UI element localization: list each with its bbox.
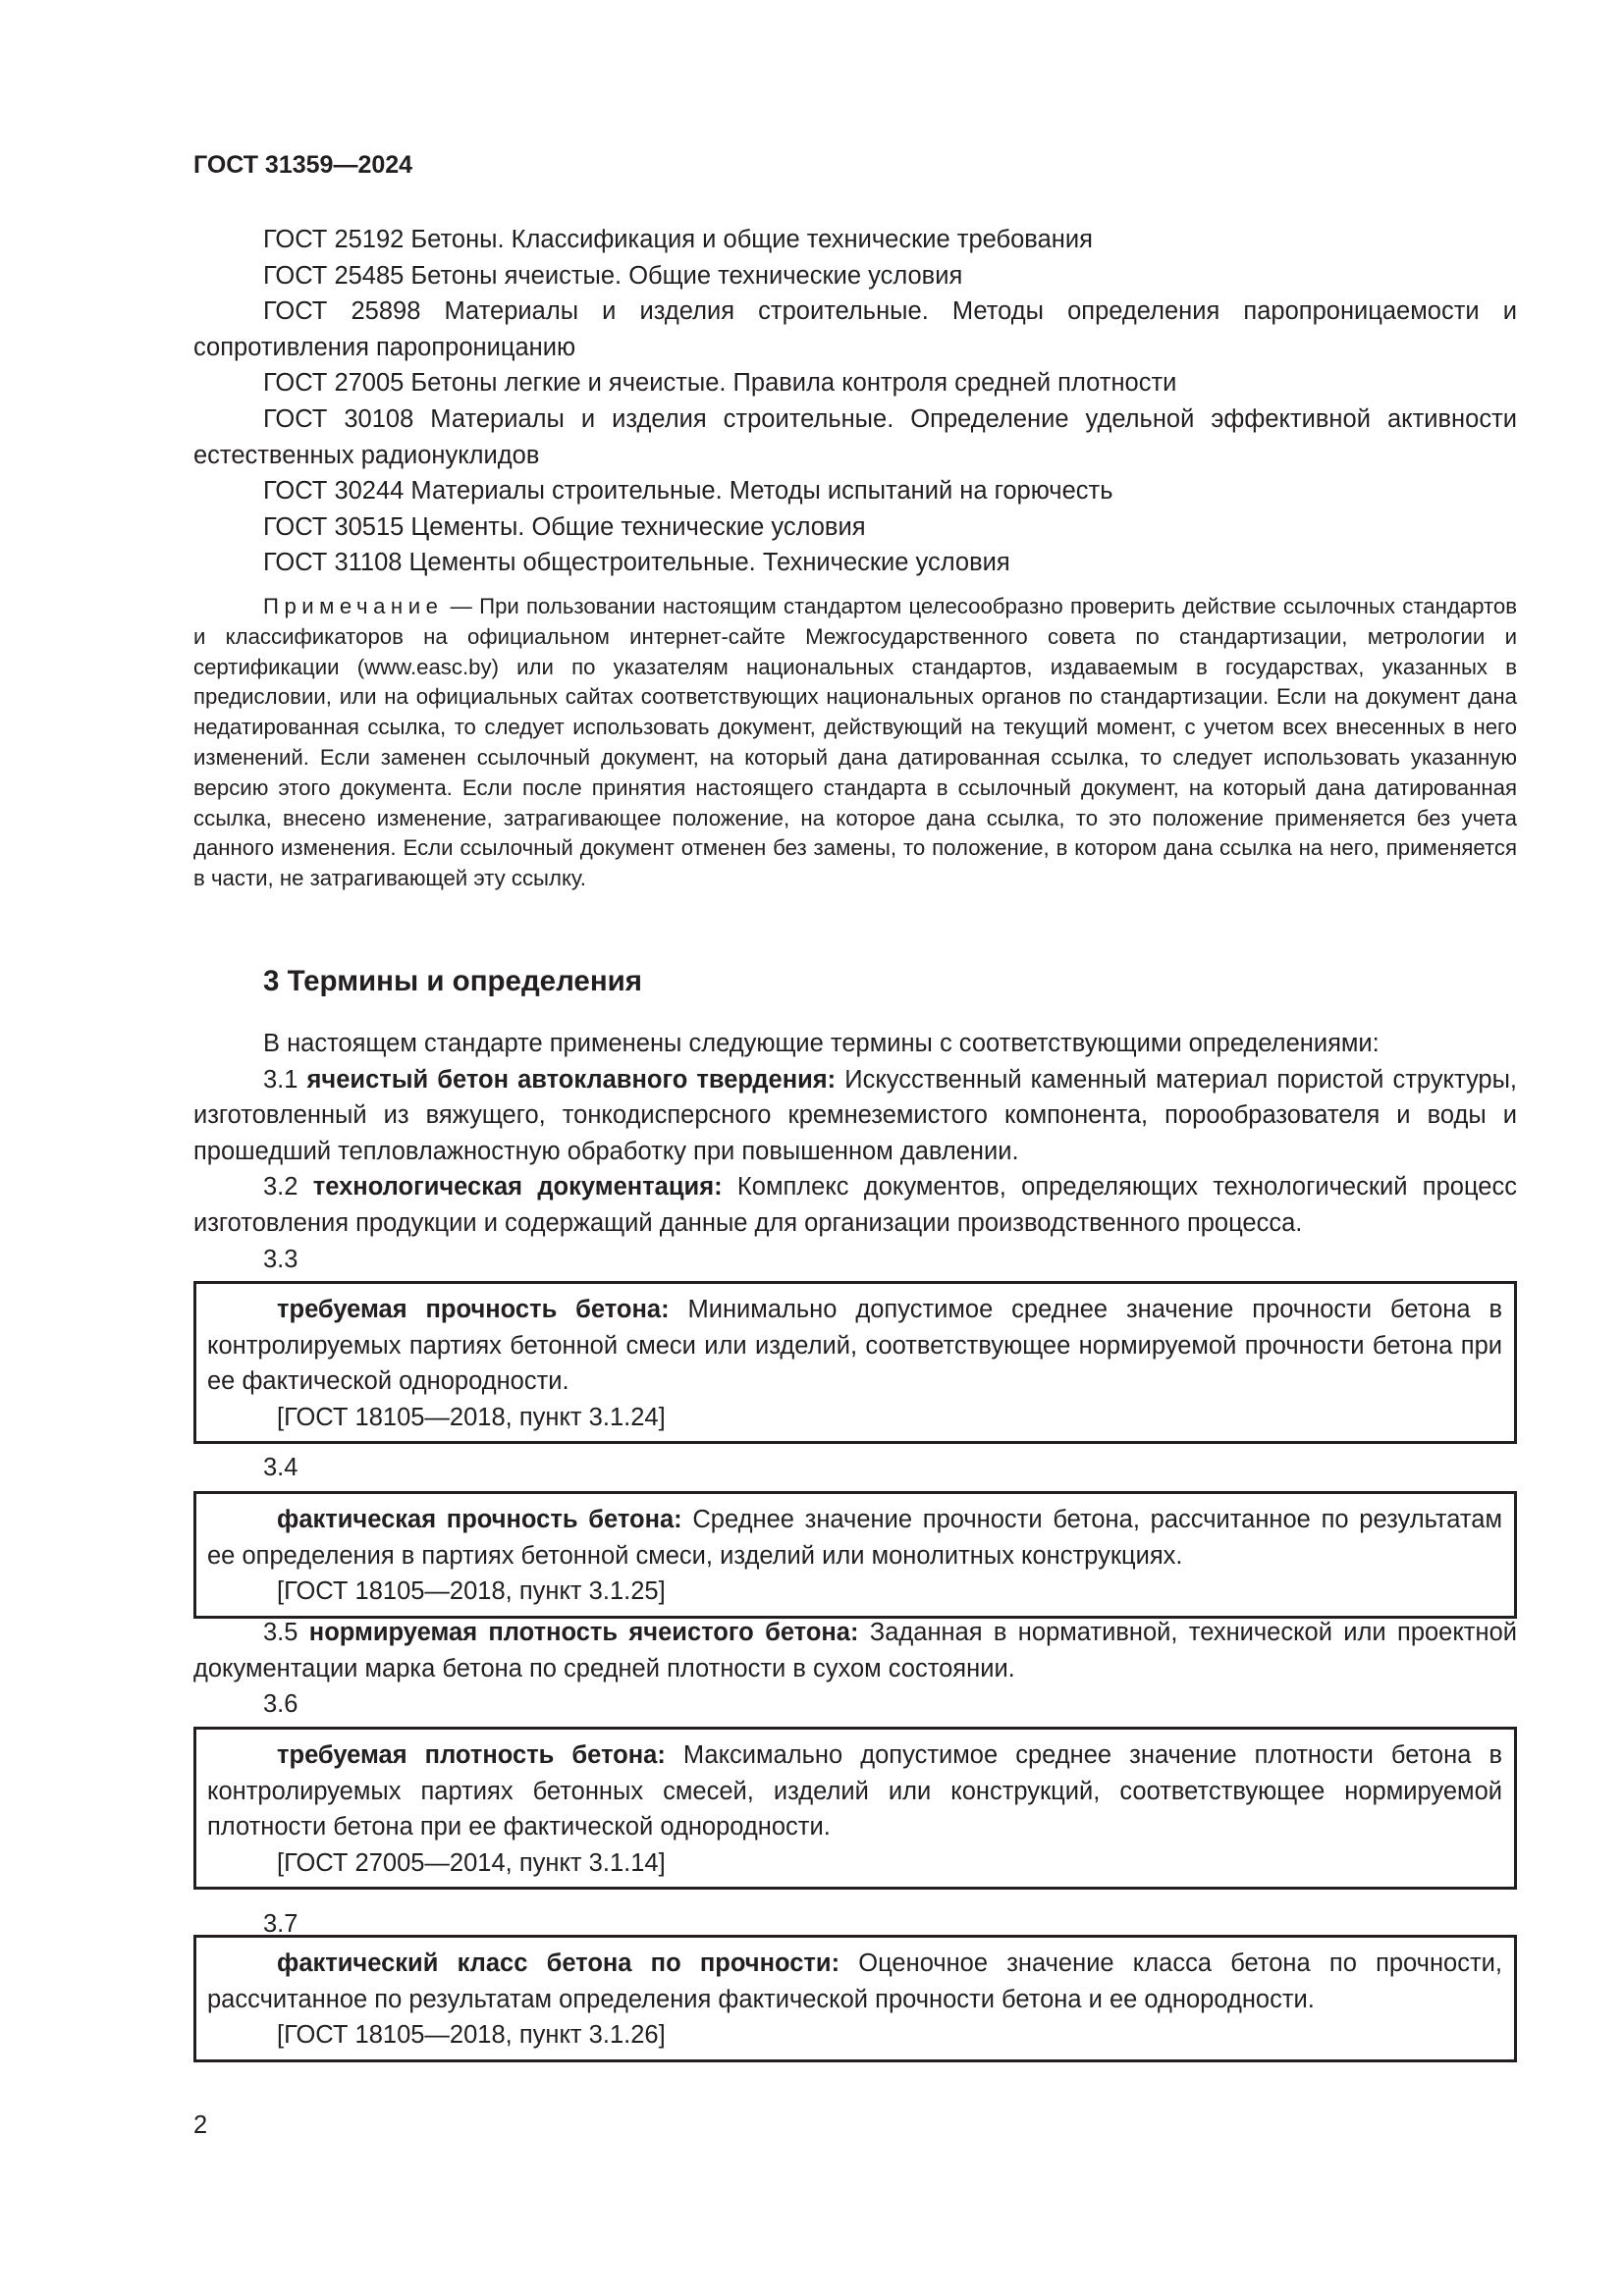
term-source: [ГОСТ 18105—2018, пункт 3.1.25] xyxy=(277,1577,666,1606)
term-3-5 xyxy=(193,1615,1517,1686)
term-number: 3.7 xyxy=(263,1910,298,1938)
term-3-7-box xyxy=(193,1935,1517,2062)
term-source: [ГОСТ 27005—2014, пункт 3.1.14] xyxy=(277,1848,666,1877)
term-name: фактический класс бетона по прочности: xyxy=(277,1949,840,1977)
note-text: — При пользовании настоящим стандартом целесообразно проверить действие ссылочных стандартов и классификаторов на официальном интернет-сайте Межгосударственного совета по стандартизации, метрологии и сертификации (www.easc.by) или по указателям национальных стандартов, издаваемым в государствах, указанных в предисловии, или на официальных сайтах соответствующих национальных органов по стандартизации. Если на документ дана недатированная ссылка, то следует использовать документ, действующий на текущий момент, с учетом всех внесенных в него изменений. Если заменен ссылочный документ, на который дана датированная ссылка, то следует использовать указанную версию этого документа. Если после принятия настоящего стандарта в ссылочный документ, на который дана датированная ссылка, внесено изменение, затрагивающее положение, на которое дана ссылка, то это положение применяется без учета данного изменения. Если ссылочный документ отменен без замены, то положение, в котором дана ссылка на него, применяется в части, не затрагивающей эту ссылку. xyxy=(193,594,1517,891)
page-number: 2 xyxy=(193,2111,208,2139)
section-title: 3 Термины и определения xyxy=(263,965,643,997)
term-name: требуемая прочность бетона: xyxy=(277,1296,670,1323)
term-name: ячеистый бетон автоклавного твердения: xyxy=(306,1065,837,1094)
term-number: 3.3 xyxy=(263,1245,298,1273)
term-source: [ГОСТ 18105—2018, пункт 3.1.26] xyxy=(277,2021,666,2050)
term-definition: Минимально допустимое среднее значение прочности бетона в контролируемых партиях бетонной смеси или изделий, соответствующее нормируемой прочности бетона при ее фактической однородности. xyxy=(207,1296,1502,1396)
reference-item: ГОСТ 25898 Материалы и изделия строительные. Методы определения паропроницаемости и сопротивления паропроницанию xyxy=(193,297,1517,361)
reference-item: ГОСТ 30108 Материалы и изделия строительные. Определение удельной эффективной активности естественных радионуклидов xyxy=(193,404,1517,469)
term-name: фактическая прочность бетона: xyxy=(277,1506,682,1533)
term-definition: Комплекс документов, определяющих технологический процесс изготовления продукции и содержащий данные для организации производственного процесса. xyxy=(193,1173,1517,1237)
term-name: требуемая плотность бетона: xyxy=(277,1741,666,1769)
term-definition: Среднее значение прочности бетона, рассчитанное по результатам ее определения в партиях бетонной смеси, изделий или монолитных конструкциях. xyxy=(207,1506,1502,1570)
term-definition: Заданная в нормативной, технической или проектной документации марка бетона по средней плотности в сухом состоянии. xyxy=(193,1619,1517,1682)
normative-references-list xyxy=(193,222,1517,581)
term-number: 3.5 xyxy=(263,1619,298,1646)
term-number: 3.2 xyxy=(263,1173,298,1201)
term-3-4-box xyxy=(193,1491,1517,1619)
reference-item: ГОСТ 30244 Материалы строительные. Методы испытаний на горючесть xyxy=(263,477,1113,506)
term-number: 3.6 xyxy=(263,1690,298,1719)
term-3-2 xyxy=(193,1169,1517,1241)
term-3-1 xyxy=(193,1062,1517,1170)
reference-item: ГОСТ 31108 Цементы общестроительные. Технические условия xyxy=(263,549,1010,577)
term-source: [ГОСТ 18105—2018, пункт 3.1.24] xyxy=(277,1403,666,1431)
section-intro: В настоящем стандарте применены следующие термины с соответствующими определениями: xyxy=(263,1030,1380,1057)
reference-item: ГОСТ 30515 Цементы. Общие технические условия xyxy=(263,512,866,541)
term-3-6-box xyxy=(193,1727,1517,1890)
term-name: нормируемая плотность ячеистого бетона: xyxy=(308,1619,859,1646)
reference-item: ГОСТ 27005 Бетоны легкие и ячеистые. Правила контроля средней плотности xyxy=(263,369,1177,398)
term-number: 3.4 xyxy=(263,1454,298,1481)
note-block xyxy=(193,592,1517,894)
term-name: технологическая документация: xyxy=(312,1173,723,1201)
term-definition: Искусственный каменный материал пористой структуры, изготовленный из вяжущего, тонкодисперсного кремнеземистого компонента, порообразователя и воды и прошедший тепловлажностную обработку при повышенном давлении. xyxy=(193,1065,1518,1165)
term-definition: Оценочное значение класса бетона по прочности, рассчитанное по результатам определения фактической прочности бетона и ее однородности. xyxy=(207,1949,1502,2013)
reference-item: ГОСТ 25192 Бетоны. Классификация и общие технические требования xyxy=(263,226,1093,253)
reference-item: ГОСТ 25485 Бетоны ячеистые. Общие технические условия xyxy=(263,261,963,290)
terms-intro-block xyxy=(193,1026,1517,1277)
note-label: Примечание xyxy=(263,594,444,618)
term-number: 3.1 xyxy=(263,1065,298,1094)
term-3-3-box xyxy=(193,1281,1517,1444)
term-definition: Максимально допустимое среднее значение плотности бетона в контролируемых партиях бетонных смесей, изделий или конструкций, соответствующее нормируемой плотности бетона при ее фактической однородности. xyxy=(207,1741,1502,1842)
document-header: ГОСТ 31359—2024 xyxy=(193,151,413,179)
